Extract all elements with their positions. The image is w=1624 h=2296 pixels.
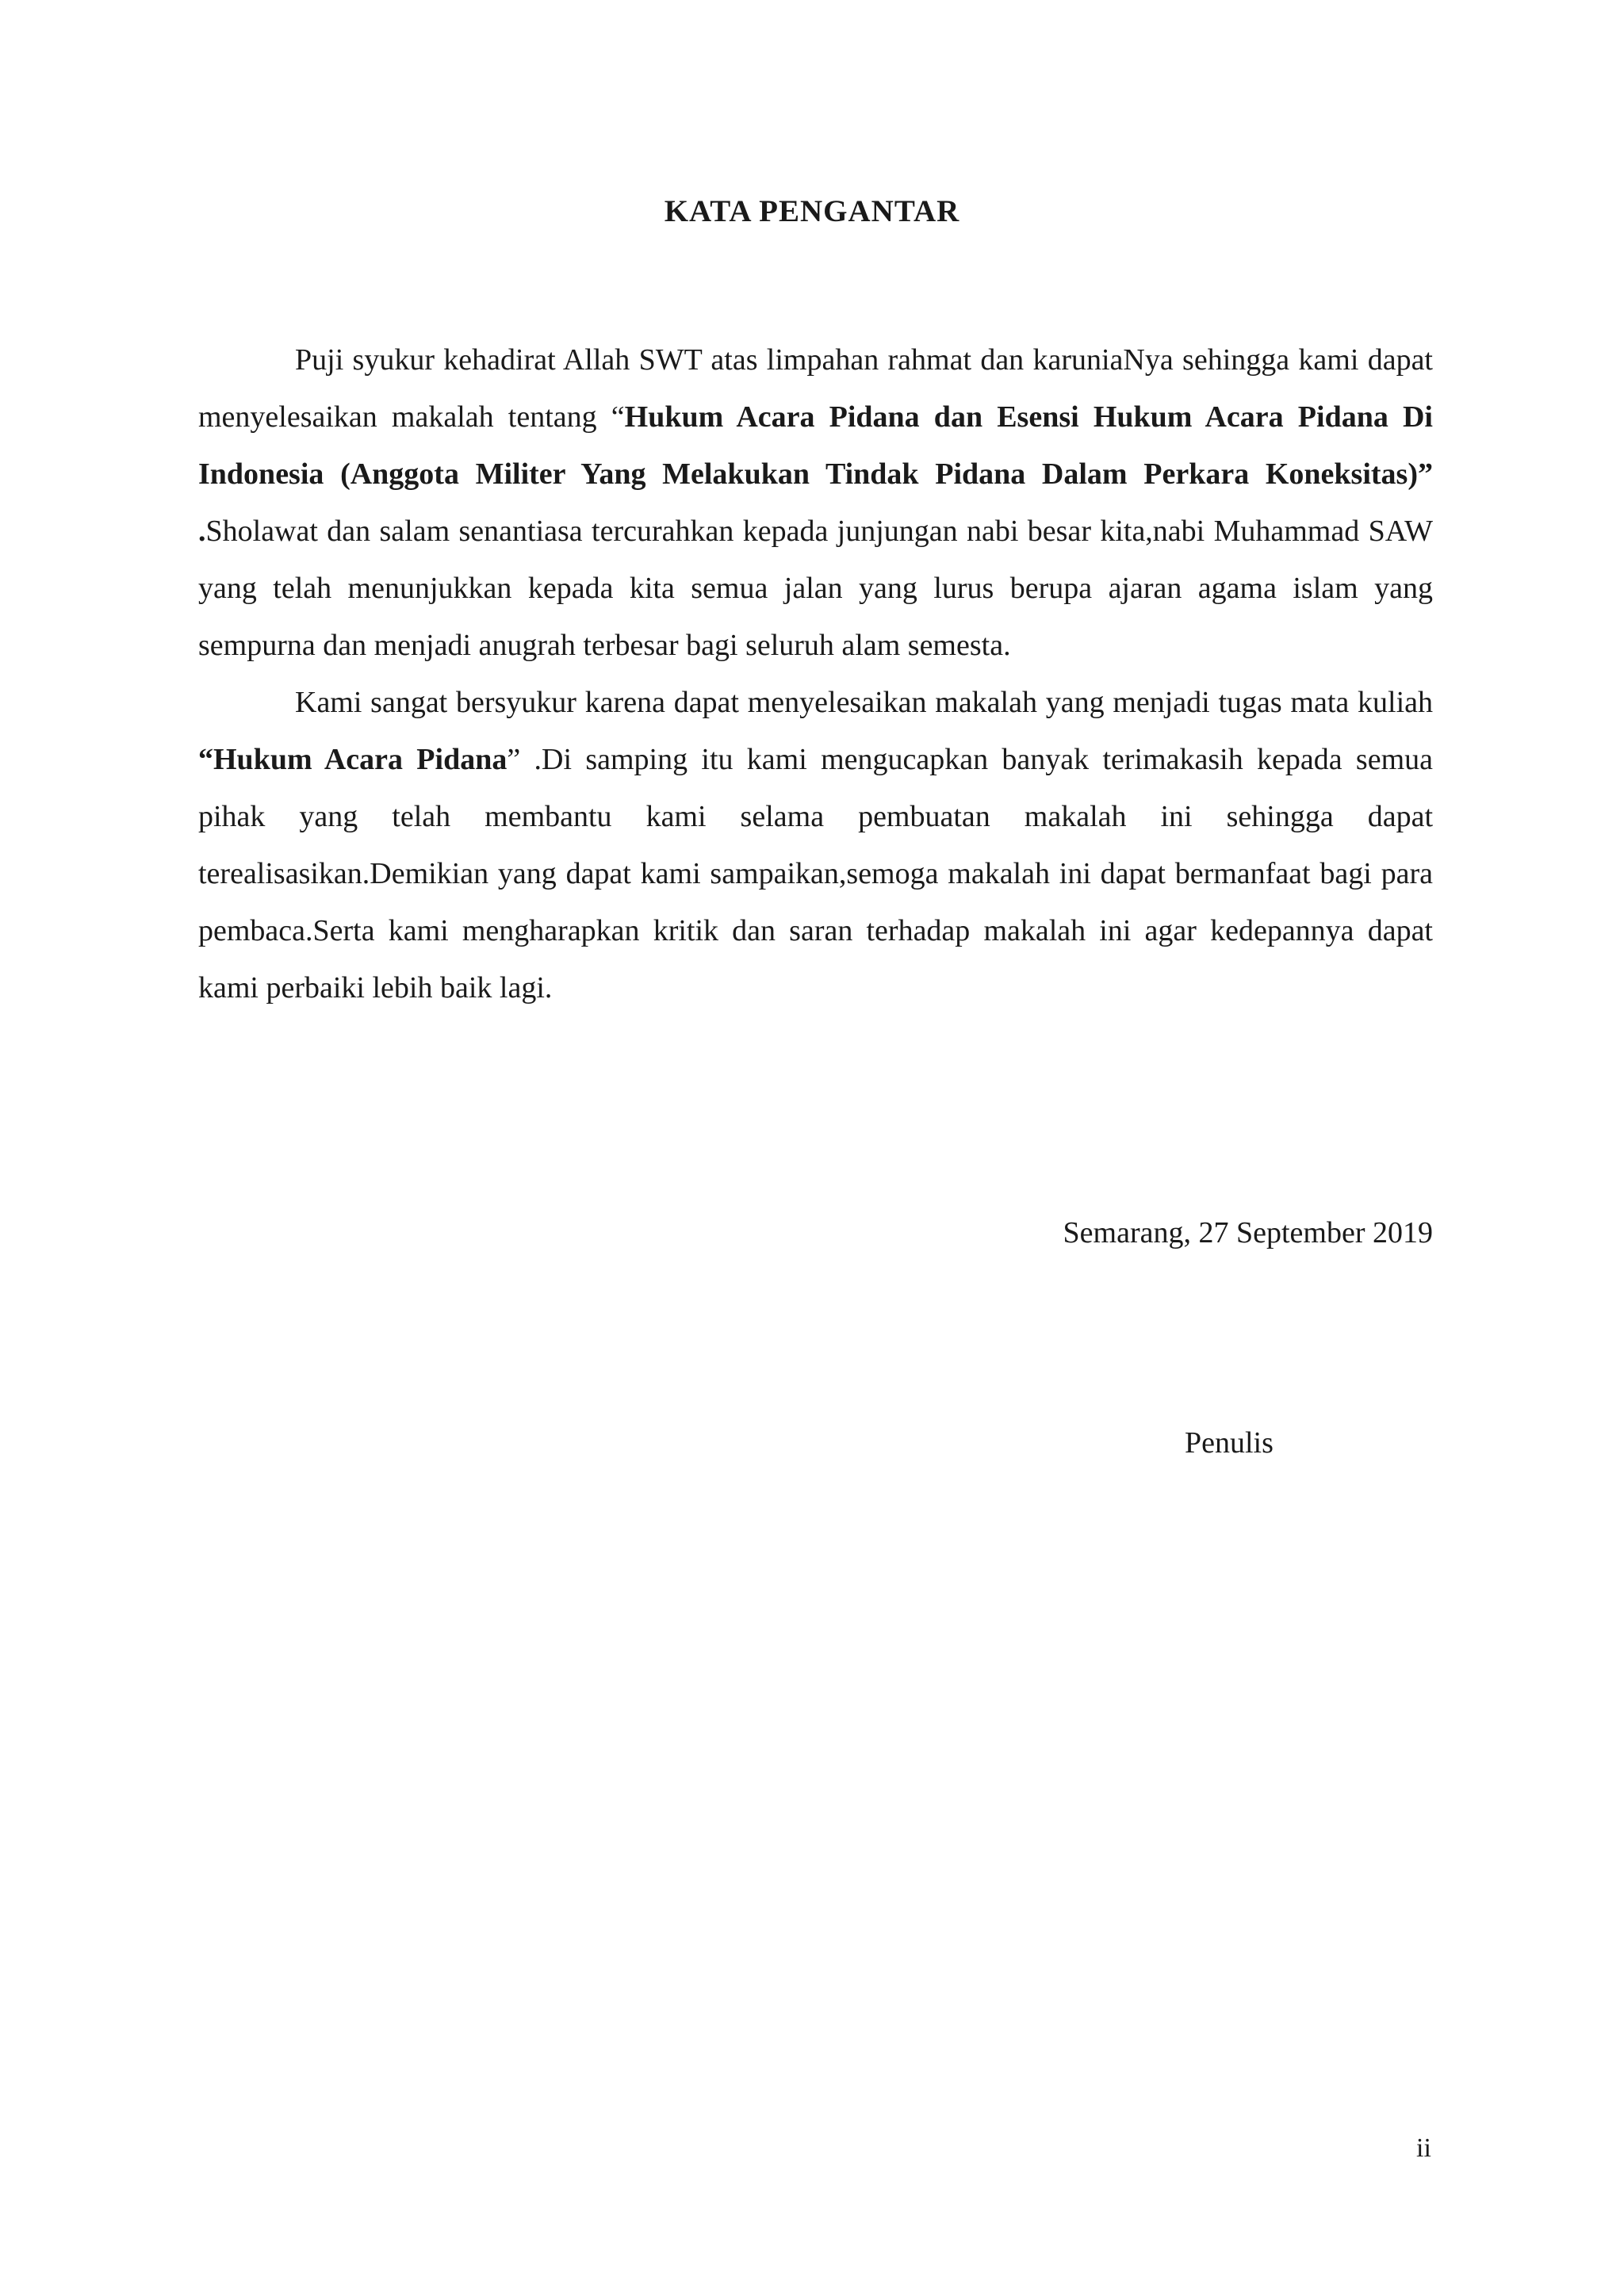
paragraph-2-text-start: Kami sangat bersyukur karena dapat menyelesaikan makalah yang menjadi tugas mata kuliah [295, 686, 1433, 719]
paragraph-1-bold-title: Hukum Acara Pidana dan Esensi Hukum Acara Pidana Di Indonesia (Anggota Militer Yang Melakukan Tindak Pidana Dalam Perkara Koneksitas)” . [198, 400, 1433, 548]
paragraph-1-text-end: Sholawat dan salam senantiasa tercurahkan kepada junjungan nabi besar kita,nabi Muhammad SAW yang telah menunjukkan kepada kita semua jalan yang lurus berupa ajaran agama islam yang sempurna dan menjadi anugrah terbesar bagi seluruh alam semesta. [198, 515, 1433, 662]
page-number: ii [1416, 2133, 1431, 2163]
author-signature: Penulis [1185, 1426, 1274, 1460]
body-text [198, 331, 1433, 1016]
page-title: KATA PENGANTAR [664, 194, 960, 228]
paragraph-1 [198, 331, 1433, 674]
paragraph-2 [198, 674, 1433, 1016]
paragraph-2-bold-course: “Hukum Acara Pidana [198, 743, 508, 776]
paragraph-1-text-start: Puji syukur kehadirat Allah SWT atas limpahan rahmat dan karuniaNya sehingga kami dapat menyelesaikan makalah tentang “ [198, 343, 1433, 434]
paragraph-2-text-end: ” .Di samping itu kami mengucapkan banyak terimakasih kepada semua pihak yang telah membantu kami selama pembuatan makalah ini sehingga dapat terealisasikan.Demikian yang dapat kami sampaikan,semoga makalah ini dapat bermanfaat bagi para pembaca.Serta kami mengharapkan kritik dan saran terhadap makalah ini agar kedepannya dapat kami perbaiki lebih baik lagi. [198, 743, 1434, 1004]
city-date: Semarang, 27 September 2019 [1063, 1216, 1433, 1249]
